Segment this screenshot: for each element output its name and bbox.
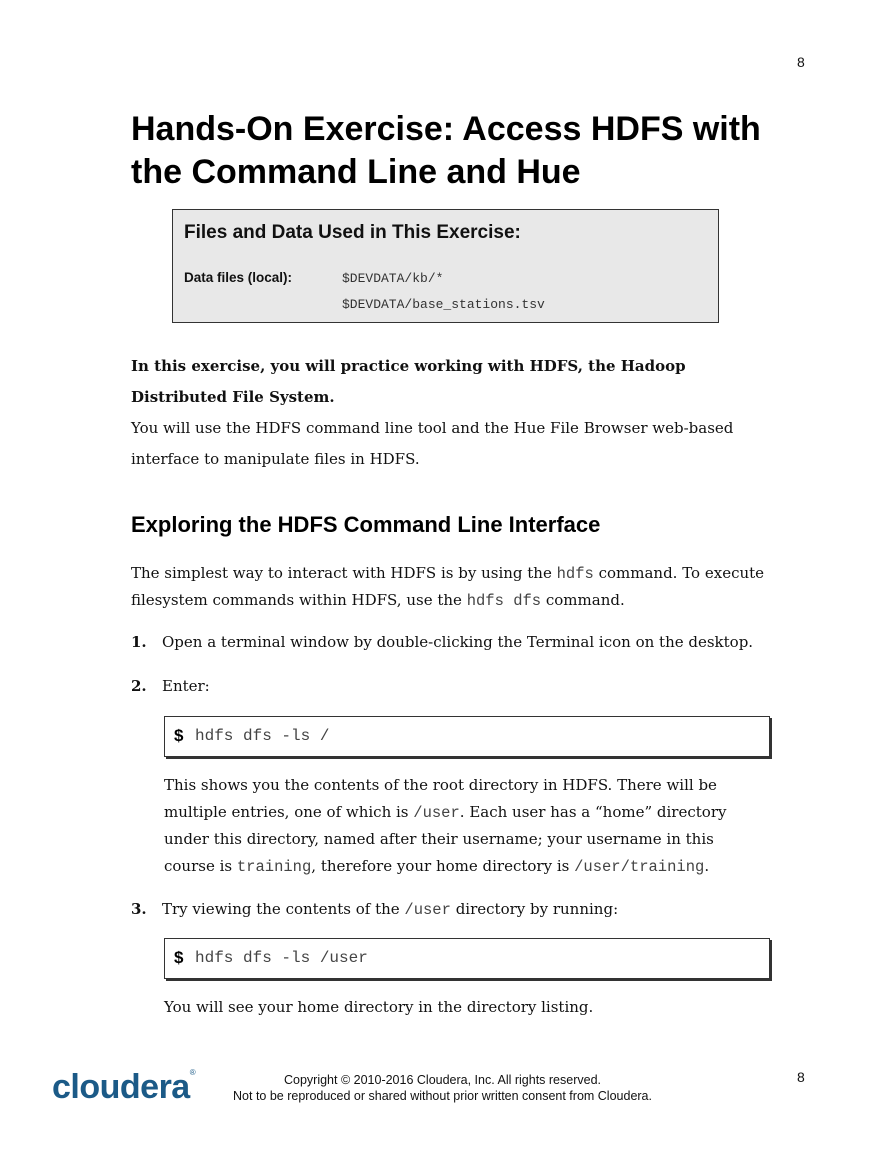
step-text: Enter: <box>162 677 210 695</box>
command-box[interactable] <box>164 938 770 979</box>
inline-code: training <box>236 857 312 876</box>
inline-code: /user <box>404 901 451 919</box>
files-box-heading: Files and Data Used in This Exercise: <box>184 222 521 243</box>
shell-prompt: $ <box>174 948 184 967</box>
files-box-label: Data files (local): <box>184 270 293 285</box>
step-text: Try viewing the contents of the /user directory by running: <box>162 900 619 919</box>
command-text[interactable]: hdfs dfs -ls /user <box>195 949 368 967</box>
shell-prompt: $ <box>174 726 184 745</box>
cloudera-logo: cloudera® <box>52 1068 196 1106</box>
command-text[interactable]: hdfs dfs -ls / <box>195 727 330 745</box>
inline-code: /user <box>413 803 460 822</box>
footer-line-1: Copyright © 2010-2016 Cloudera, Inc. All rights reserved. <box>283 1073 602 1087</box>
intro-bold-text: In this exercise, you will practice working with HDFS, the Hadoop Distributed File System. <box>131 357 686 406</box>
page-title: Hands-On Exercise: Access HDFS with the Command Line and Hue <box>131 110 761 191</box>
home-directory-note: You will see your home directory in the directory listing. <box>164 998 594 1016</box>
page-number-top: 8 <box>797 54 805 70</box>
footer-line-2: Not to be reproduced or shared without prior written consent from Cloudera. <box>233 1089 652 1103</box>
command-box[interactable] <box>164 716 770 757</box>
inline-code: /user/training <box>574 857 705 876</box>
explanation-paragraph: This shows you the contents of the root directory in HDFS. There will be multiple entries, one of which is /user. Each user has a “home” directory under this directory, named after their username; your username in this course is training, therefore your home directory is /user/training. <box>164 776 727 876</box>
step-number: 1. <box>131 633 147 651</box>
page-number-bottom: 8 <box>797 1069 805 1085</box>
data-file-path: $DEVDATA/base_stations.tsv <box>342 297 545 312</box>
inline-code: hdfs <box>556 565 594 583</box>
inline-code: hdfs dfs <box>466 592 542 610</box>
step-number: 2. <box>131 677 147 695</box>
intro-text: You will use the HDFS command line tool and the Hue File Browser web-based interface to manipulate files in HDFS. <box>131 419 734 468</box>
section-paragraph: The simplest way to interact with HDFS is by using the hdfs command. To execute filesystem commands within HDFS, use the hdfs dfs command. <box>131 564 765 610</box>
step-number: 3. <box>131 900 147 918</box>
data-file-path: $DEVDATA/kb/* <box>342 271 444 286</box>
section-heading: Exploring the HDFS Command Line Interface <box>131 512 601 537</box>
step-text: Open a terminal window by double-clicking the Terminal icon on the desktop. <box>162 633 754 651</box>
files-data-box <box>172 209 719 323</box>
footer-copyright <box>215 1072 670 1104</box>
